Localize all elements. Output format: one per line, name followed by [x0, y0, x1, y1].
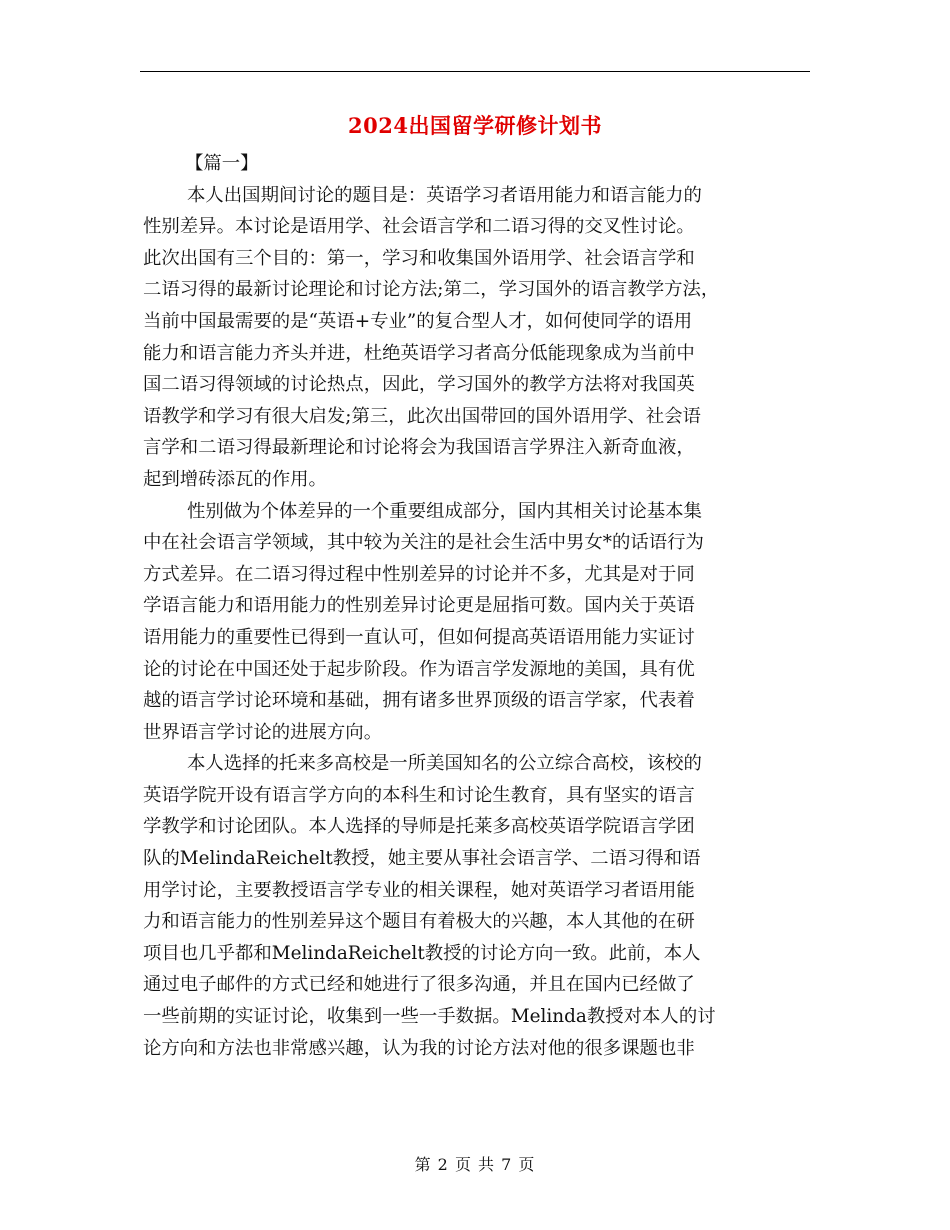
- paragraph-line: 一些前期的实证讨论，收集到一些一手数据。Melinda教授对本人的讨: [143, 1006, 716, 1028]
- document-title: 2024出国留学研修计划书: [348, 113, 602, 138]
- paragraph-line: 本人出国期间讨论的题目是：英语学习者语用能力和语言能力的: [187, 184, 702, 206]
- paragraph-list: [143, 180, 811, 1065]
- paragraph-line: 性别做为个体差异的一个重要组成部分，国内其相关讨论基本集: [187, 500, 702, 522]
- section-label: 【篇一】: [185, 153, 259, 174]
- paragraph-line: 语用能力的重要性已得到一直认可，但如何提高英语语用能力实证讨: [143, 626, 695, 648]
- paragraph-line: 方式差异。在二语习得过程中性别差异的讨论并不多，尤其是对于同: [143, 563, 695, 585]
- paragraph-line: 国二语习得领域的讨论热点，因此，学习国外的教学方法将对我国英: [143, 374, 695, 396]
- paragraph-line: 英语学院开设有语言学方向的本科生和讨论生教育，具有坚实的语言: [143, 784, 695, 806]
- paragraph-line: 语教学和学习有很大启发;第三，此次出国带回的国外语用学、社会语: [143, 405, 701, 427]
- paragraph-line: 越的语言学讨论环境和基础，拥有诸多世界顶级的语言学家，代表着: [143, 690, 695, 712]
- paragraph-line: 用学讨论，主要教授语言学专业的相关课程，她对英语学习者语用能: [143, 879, 695, 901]
- paragraph-line: 学语言能力和语用能力的性别差异讨论更是屈指可数。国内关于英语: [143, 595, 695, 617]
- paragraph: [143, 496, 811, 749]
- paragraph-line: 通过电子邮件的方式已经和她进行了很多沟通，并且在国内已经做了: [143, 974, 695, 996]
- paragraph-line: 学教学和讨论团队。本人选择的导师是托莱多高校英语学院语言学团: [143, 816, 695, 838]
- header-rule: [140, 71, 810, 72]
- paragraph-line: 论的讨论在中国还处于起步阶段。作为语言学发源地的美国，具有优: [143, 658, 695, 680]
- paragraph: [143, 748, 811, 1064]
- paragraph-line: 力和语言能力的性别差异这个题目有着极大的兴趣，本人其他的在研: [143, 911, 695, 933]
- paragraph-line: 队的MelindaReichelt教授，她主要从事社会语言学、二语习得和语: [143, 848, 701, 870]
- paragraph-line: 论方向和方法也非常感兴趣，认为我的讨论方法对他的很多课题也非: [143, 1037, 695, 1059]
- paragraph-line: 世界语言学讨论的进展方向。: [143, 721, 383, 743]
- document-body: [143, 148, 811, 1064]
- paragraph-line: 二语习得的最新讨论理论和讨论方法;第二，学习国外的语言教学方法，: [143, 279, 720, 301]
- page-footer: 第 2 页 共 7 页: [414, 1155, 536, 1174]
- paragraph-line: 起到增砖添瓦的作用。: [143, 468, 327, 490]
- paragraph-line: 言学和二语习得最新理论和讨论将会为我国语言学界注入新奇血液，: [143, 437, 695, 459]
- paragraph-line: 当前中国最需要的是“英语+专业”的复合型人才，如何使同学的语用: [143, 310, 693, 332]
- paragraph-line: 此次出国有三个目的：第一，学习和收集国外语用学、社会语言学和: [143, 247, 695, 269]
- paragraph-line: 能力和语言能力齐头并进，杜绝英语学习者高分低能现象成为当前中: [143, 342, 695, 364]
- paragraph: [143, 180, 811, 496]
- paragraph-line: 本人选择的托来多高校是一所美国知名的公立综合高校，该校的: [187, 753, 702, 775]
- paragraph-line: 中在社会语言学领域，其中较为关注的是社会生活中男女*的话语行为: [143, 532, 704, 554]
- paragraph-line: 项目也几乎都和MelindaReichelt教授的讨论方向一致。此前，本人: [143, 942, 701, 964]
- paragraph-line: 性别差异。本讨论是语用学、社会语言学和二语习得的交叉性讨论。: [143, 216, 695, 238]
